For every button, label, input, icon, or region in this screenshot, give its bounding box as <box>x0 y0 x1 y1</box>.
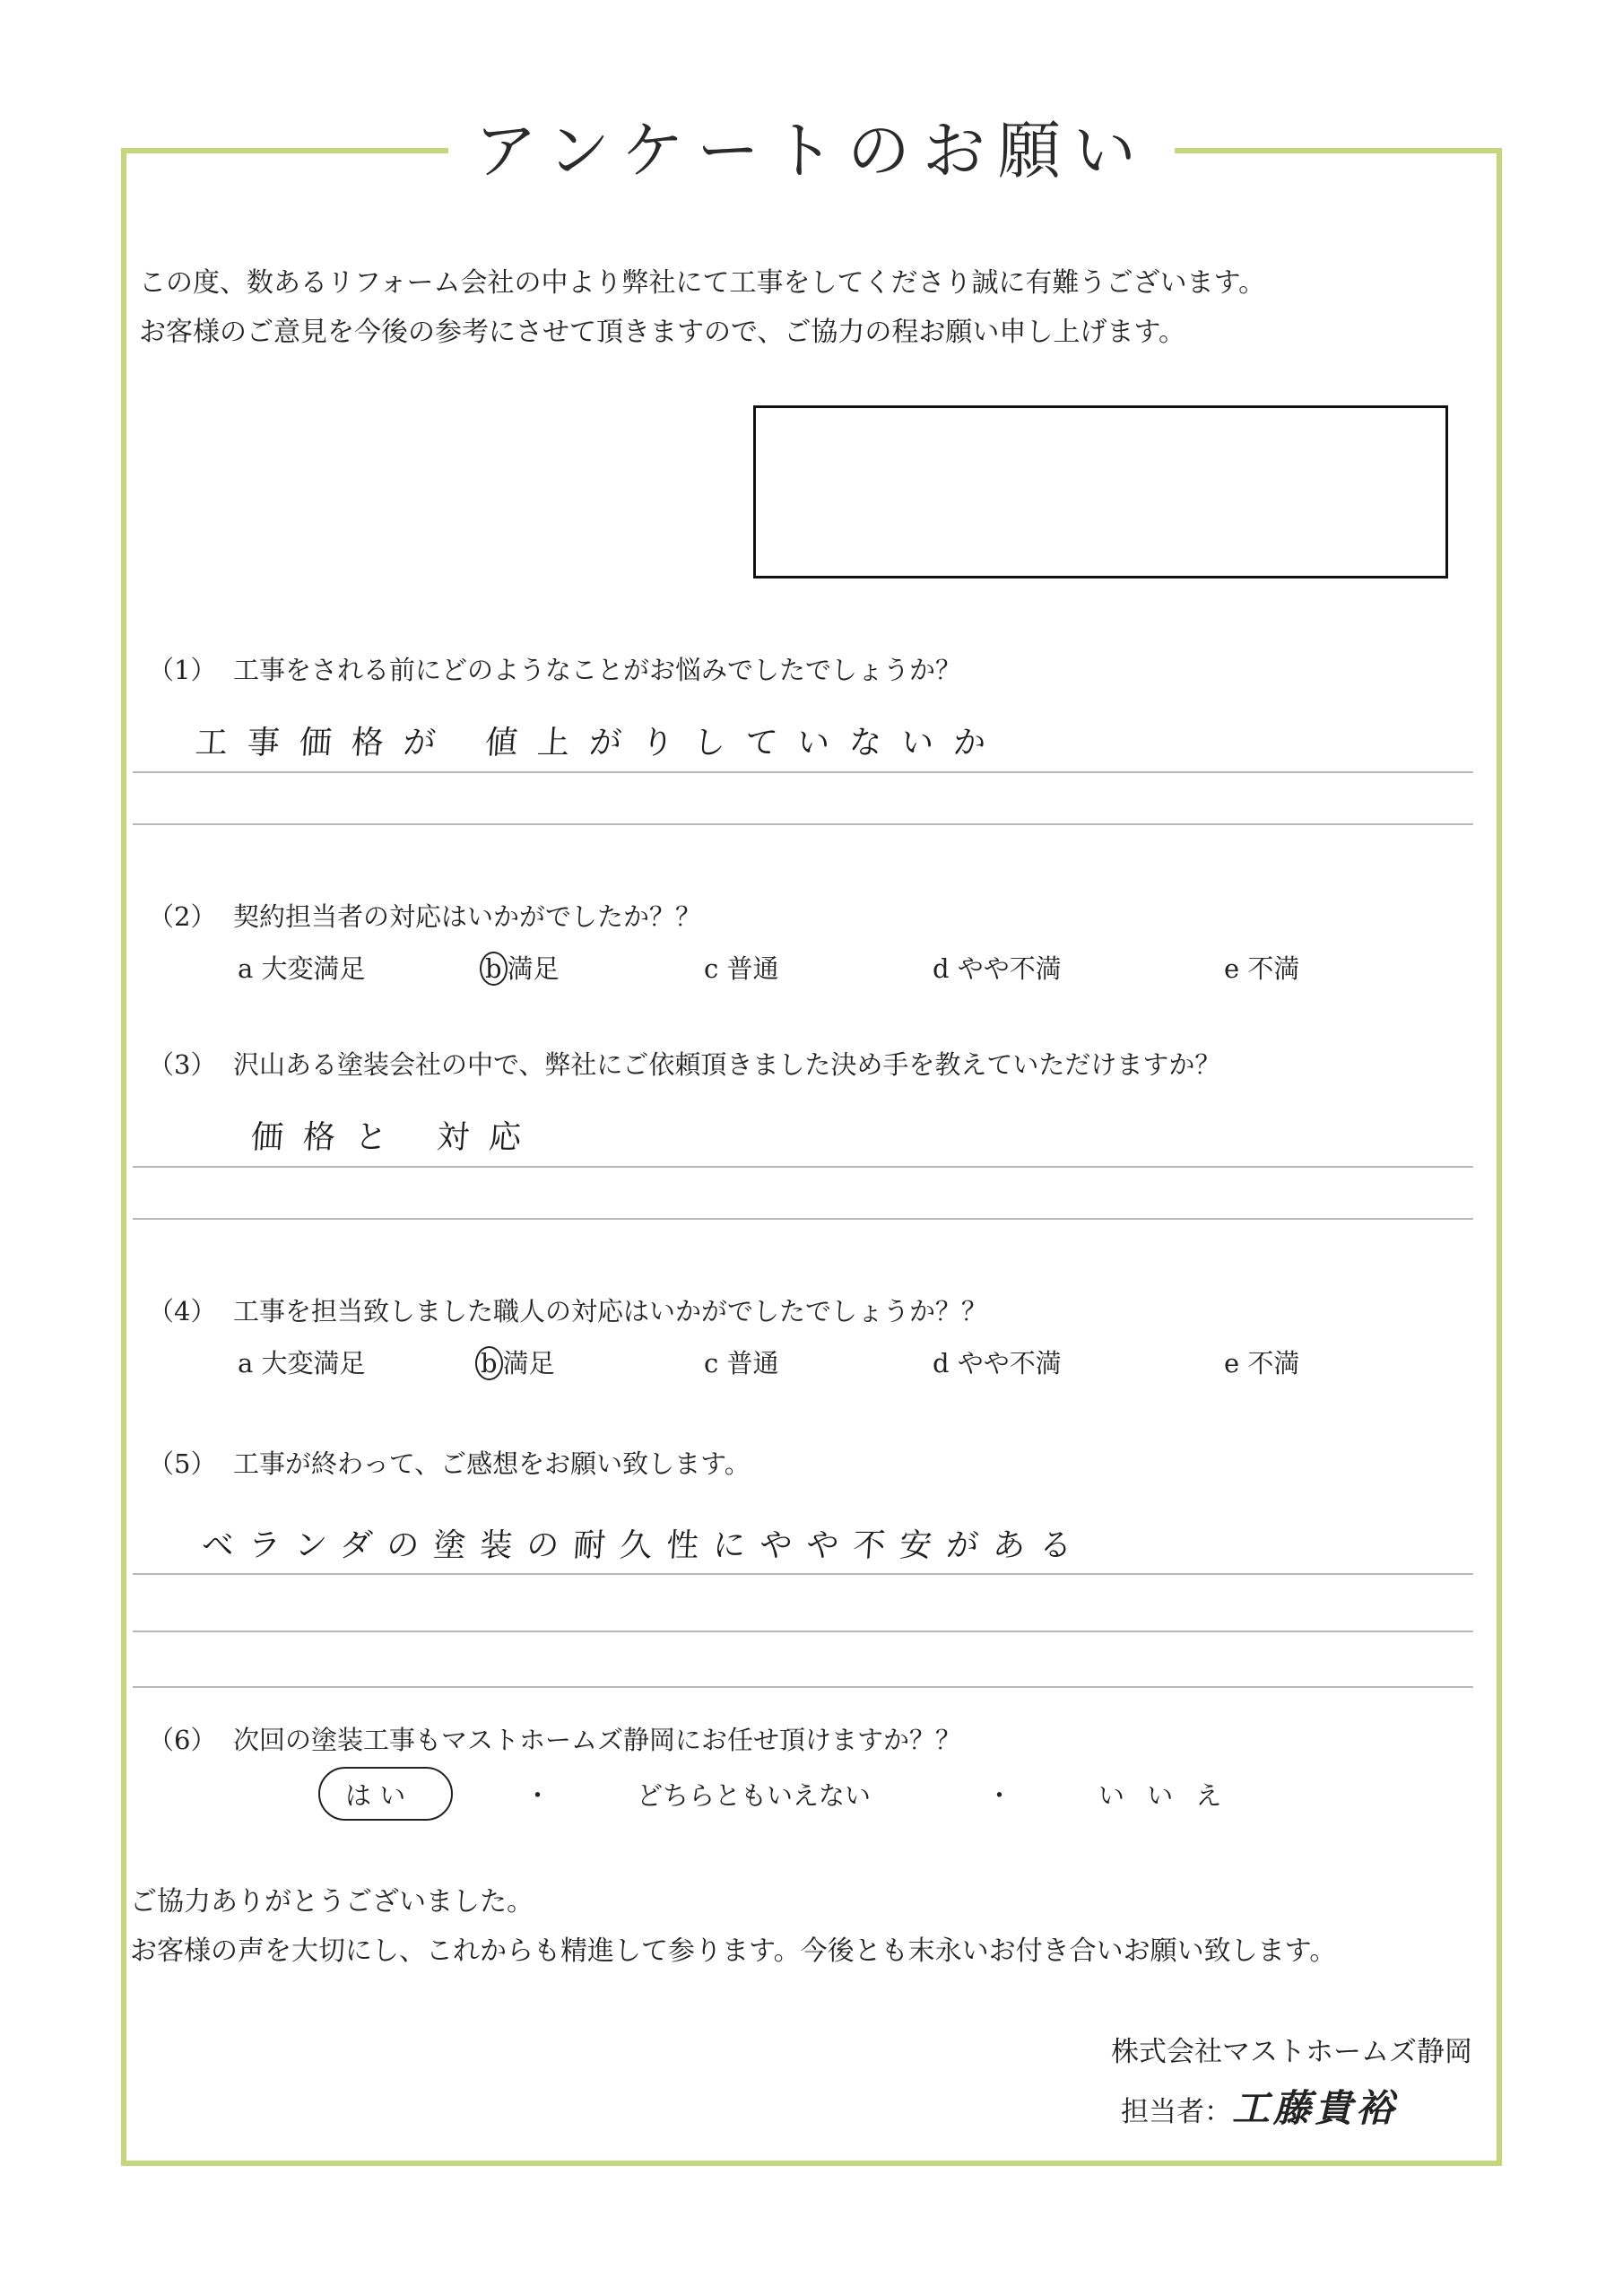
q4-option-b-circle: b <box>475 1346 503 1380</box>
q4-option-b-label: 満足 <box>502 1348 555 1378</box>
question-1 <box>148 650 961 687</box>
question-2-number: （2） <box>148 901 217 932</box>
answer-line <box>133 1573 1473 1575</box>
question-6-number: （6） <box>148 1725 217 1755</box>
answer-5-handwriting: ベランダの塗装の耐久性にやや不安がある <box>200 1527 1088 1564</box>
q2-option-e[interactable]: e 不満 <box>1224 953 1300 984</box>
q2-option-b-label: 満足 <box>507 953 560 984</box>
question-5 <box>148 1444 751 1481</box>
question-5-text: 工事が終わって、ご感想をお願い致します。 <box>233 1448 751 1479</box>
intro-line-1: この度、数あるリフォーム会社の中より弊社にて工事をしてくださり誠に有難うございます。 <box>139 267 1266 299</box>
q2-option-d[interactable]: d やや不満 <box>933 953 1062 984</box>
answer-line <box>133 771 1473 773</box>
page-title: アンケートのお願い <box>448 115 1175 187</box>
company-name: 株式会社マストホームズ静岡 <box>1111 2036 1472 2068</box>
separator-dot: ・ <box>986 1780 1013 1811</box>
question-3-text: 沢山ある塗装会社の中で、弊社にご依頼頂きました決め手を教えていただけますか？ <box>233 1049 1221 1080</box>
question-4 <box>148 1292 987 1328</box>
question-6 <box>148 1720 961 1757</box>
answer-line <box>133 1218 1473 1220</box>
question-6-text: 次回の塗装工事もマストホームズ静岡にお任せ頂けますか？？ <box>233 1725 962 1755</box>
question-4-text: 工事を担当致しました職人の対応はいかがでしたでしょうか？？ <box>233 1296 988 1326</box>
closing-line-2: お客様の声を大切にし、これからも精進して参ります。今後とも末永いお付き合いお願い致します。 <box>130 1935 1337 1967</box>
q4-option-c[interactable]: c 普通 <box>704 1348 779 1378</box>
intro-line-2: お客様のご意見を今後の参考にさせて頂きますので、ご協力の程お願い申し上げます。 <box>139 317 1185 348</box>
staff-signature <box>1121 2079 1397 2133</box>
q4-option-e[interactable]: e 不満 <box>1224 1348 1300 1378</box>
q4-option-a[interactable]: a 大変満足 <box>238 1348 366 1378</box>
answer-3-handwriting: 価格と 対応 <box>249 1119 542 1156</box>
question-2-text: 契約担当者の対応はいかがでしたか？？ <box>233 901 702 932</box>
q2-option-b-selected[interactable] <box>480 949 560 986</box>
question-1-number: （1） <box>148 655 217 685</box>
q4-option-d[interactable]: d やや不満 <box>933 1348 1062 1378</box>
q4-option-b-selected[interactable] <box>475 1344 555 1380</box>
answer-line <box>133 1686 1473 1688</box>
q6-option-yes-selected[interactable]: は い <box>345 1780 406 1811</box>
question-2 <box>148 897 701 934</box>
q2-option-c[interactable]: c 普通 <box>704 953 779 984</box>
answer-1-handwriting: 工事価格が 値上がりしていないか <box>194 725 1007 761</box>
question-5-number: （5） <box>148 1448 217 1479</box>
answer-line <box>133 1631 1473 1632</box>
q6-option-neither[interactable]: どちらともいえない <box>637 1780 872 1811</box>
q2-option-a[interactable]: a 大変満足 <box>238 953 366 984</box>
answer-line <box>133 1166 1473 1168</box>
separator-dot: ・ <box>525 1780 551 1811</box>
staff-name-handwriting: 工藤貴裕 <box>1232 2086 1398 2130</box>
question-3 <box>148 1045 1220 1082</box>
q6-option-no[interactable]: い い え <box>1098 1780 1229 1811</box>
closing-line-1: ご協力ありがとうございました。 <box>130 1886 534 1918</box>
question-3-number: （3） <box>148 1049 217 1080</box>
question-1-text: 工事をされる前にどのようなことがお悩みでしたでしょうか？ <box>233 655 962 685</box>
customer-name-box <box>753 405 1448 578</box>
staff-label: 担当者： <box>1121 2096 1232 2128</box>
answer-line <box>133 823 1473 825</box>
question-4-number: （4） <box>148 1296 217 1326</box>
q2-option-b-circle: b <box>480 952 508 986</box>
